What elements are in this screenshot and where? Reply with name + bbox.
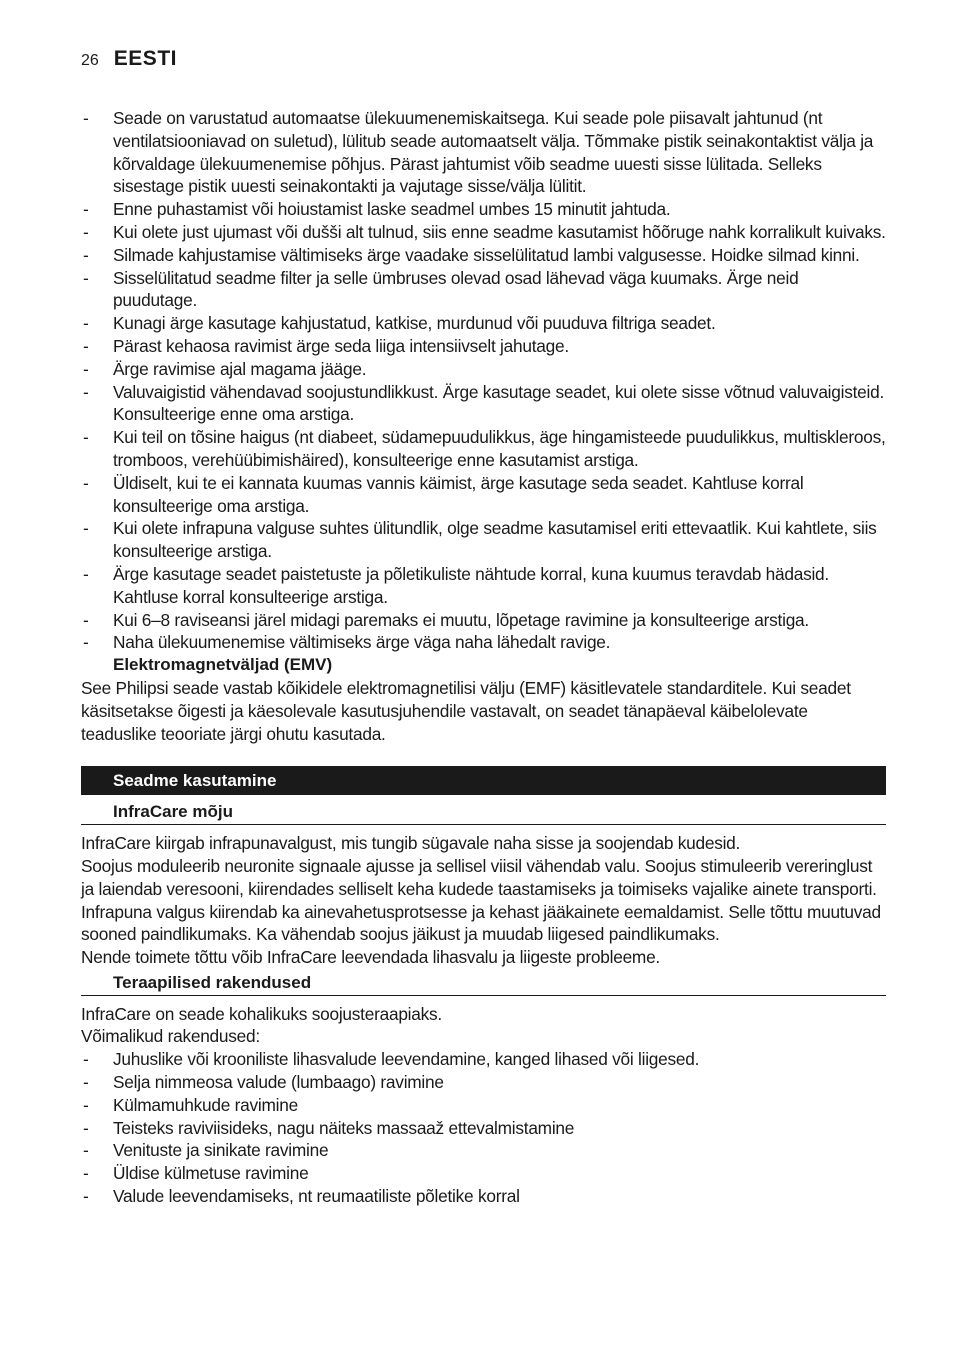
list-dash: -	[83, 518, 89, 539]
list-dash: -	[83, 1117, 89, 1138]
page-number: 26	[81, 52, 99, 69]
list-dash: -	[83, 1094, 89, 1115]
list-item-text: Enne puhastamist või hoiustamist laske seadmel umbes 15 minutit jahtuda.	[113, 199, 671, 220]
list-dash: -	[83, 313, 89, 334]
therapeutic-intro: InfraCare on seade kohalikuks soojusteraapiaks.	[81, 1003, 442, 1024]
list-item-text: Juhuslike või krooniliste lihasvalude leevendamine, kanged lihased või liigesed.	[113, 1049, 700, 1070]
list-item	[81, 1185, 886, 1208]
list-item	[81, 609, 886, 632]
effect-heading: InfraCare mõju	[81, 801, 886, 825]
list-item-text: Naha ülekuumenemise vältimiseks ärge väga naha lähedalt ravige.	[113, 632, 611, 653]
list-item	[81, 267, 886, 313]
list-item-text: Ärge kasutage seadet paistetuste ja põletikuliste nähtude korral, kuna kuumus teravdab hädasid. Kahtluse korral konsulteerige arstiga.	[113, 563, 829, 607]
list-item-text: Kui olete just ujumast või dušši alt tulnud, siis enne seadme kasutamist hõõruge nahk korralikult kuivaks.	[113, 221, 886, 242]
applications-list	[81, 1048, 886, 1208]
list-item-text: Kunagi ärge kasutage kahjustatud, katkise, murdunud või puuduva filtriga seadet.	[113, 313, 716, 334]
list-item-text: Selja nimmeosa valude (lumbaago) ravimine	[113, 1072, 444, 1093]
list-item	[81, 1094, 886, 1117]
list-item	[81, 381, 886, 427]
list-dash: -	[83, 1140, 89, 1161]
list-item	[81, 244, 886, 267]
list-item-text: Kui teil on tõsine haigus (nt diabeet, südamepuudulikkus, äge hingamisteede puudulikkus, multiskleroos, tromboos, verehüübimishäired), konsulteerige enne kasutamist arstiga.	[113, 427, 886, 470]
emf-paragraph: See Philipsi seade vastab kõikidele elektromagnetilisi välju (EMF) käsitlevatele standarditele. Kui seadet käsitsetakse õigesti ja käesolevale kasutusjuhendile vastavalt, on seadet tänapäeval käibelolevate teaduslike teooriate järgi ohutu kasutada.	[81, 677, 851, 744]
list-dash: -	[83, 563, 89, 584]
list-dash: -	[83, 221, 89, 242]
list-dash: -	[83, 267, 89, 288]
language-title: EESTI	[113, 47, 177, 70]
list-item-text: Silmade kahjustamise vältimiseks ärge vaadake sisselülitatud lambi valgusesse. Hoidke silmad kinni.	[113, 244, 860, 265]
list-dash: -	[83, 108, 89, 128]
list-dash: -	[83, 358, 89, 379]
list-item	[81, 358, 886, 381]
list-dash: -	[83, 199, 89, 220]
list-item-text: Teisteks raviviisideks, nagu näiteks massaaž ettevalmistamine	[113, 1117, 575, 1138]
list-item-text: Üldise külmetuse ravimine	[113, 1163, 309, 1184]
page-header	[81, 47, 177, 75]
list-item-text: Venituste ja sinikate ravimine	[113, 1140, 329, 1161]
list-item	[81, 1048, 886, 1071]
list-dash: -	[83, 609, 89, 630]
list-item-text: Külmamuhkude ravimine	[113, 1094, 298, 1115]
list-dash: -	[83, 1163, 89, 1184]
list-dash: -	[83, 244, 89, 265]
list-dash: -	[83, 472, 89, 493]
list-item-text: Valude leevendamiseks, nt reumaatiliste põletike korral	[113, 1186, 520, 1207]
list-item	[81, 1071, 886, 1094]
list-item	[81, 312, 886, 335]
list-item-text: Pärast kehaosa ravimist ärge seda liiga intensiivselt jahutage.	[113, 335, 569, 356]
list-item-text: Valuvaigistid vähendavad soojustundlikkust. Ärge kasutage seadet, kui olete sisse võtnud valuvaigisteid. Konsulteerige enne oma arstiga.	[113, 381, 885, 425]
list-item	[81, 1117, 886, 1140]
list-item	[81, 426, 886, 472]
list-item-text: Sisselülitatud seadme filter ja selle ümbruses olevad osad lähevad väga kuumaks. Ärge neid puudutage.	[113, 267, 799, 311]
effect-paragraph: Soojus moduleerib neuronite signaale ajusse ja sellisel viisil vähendab valu. Soojus stimuleerib vereringlust ja laiendab veresooni, kiirendades selliselt keha kudede taastamiseks ja toimiseks vajalike ainete transporti. Infrapuna valgus kiirendab ka ainevahetusprotsesse ja kehast jääkainete eemaldamist. Selle tõttu muutuvad sooned paindlikumaks. Ka vähendab soojus jäikust ja muudab liigesed paindlikumaks.	[81, 855, 881, 945]
list-dash: -	[83, 1049, 89, 1070]
list-item	[81, 631, 886, 654]
list-item	[81, 563, 886, 609]
list-item-text: Seade on varustatud automaatse ülekuumenemiskaitsega. Kui seade pole piisavalt jahtunud (nt ventilatsiooniavad on suletud), lülitub seade automaatselt välja. Tõmmake pistik seinakontaktist välja ja kõrvaldage ülekuumenemise põhjus. Pärast jahtumist võib seadme uuesti sisse lülitada. Selleks sisestage pistik uuesti seinakontakti ja vajutage sisse/välja lülitit.	[113, 108, 874, 197]
list-item	[81, 107, 886, 198]
list-dash: -	[83, 335, 89, 356]
list-item	[81, 221, 886, 244]
list-dash: -	[83, 427, 89, 448]
effect-paragraph: InfraCare kiirgab infrapunavalgust, mis tungib sügavale naha sisse ja soojendab kudesid.	[81, 833, 741, 854]
list-dash: -	[83, 1072, 89, 1093]
list-dash: -	[83, 381, 89, 402]
list-dash: -	[83, 632, 89, 653]
list-item	[81, 198, 886, 221]
list-item-text: Üldiselt, kui te ei kannata kuumas vannis käimist, ärge kasutage seda seadet. Kahtluse korral konsulteerige oma arstiga.	[113, 472, 804, 516]
list-item	[81, 335, 886, 358]
list-item	[81, 472, 886, 518]
list-item-text: Ärge ravimise ajal magama jääge.	[113, 358, 367, 379]
therapeutic-list-label: Võimalikud rakendused:	[81, 1026, 260, 1047]
emf-heading: Elektromagnetväljad (EMV)	[113, 655, 333, 675]
list-item	[81, 517, 886, 563]
therapeutic-heading: Teraapilised rakendused	[81, 972, 886, 996]
list-item-text: Kui olete infrapuna valguse suhtes ülitundlik, olge seadme kasutamisel eriti ettevaatlik. Kui kahtlete, siis konsulteerige arstiga.	[113, 518, 877, 562]
effect-paragraph: Nende toimete tõttu võib InfraCare leevendada lihasvalu ja liigeste probleeme.	[81, 947, 660, 968]
section-title-bar: Seadme kasutamine	[81, 766, 886, 795]
page-content	[81, 107, 886, 1208]
warnings-list	[81, 107, 886, 654]
list-dash: -	[83, 1186, 89, 1207]
list-item	[81, 1162, 886, 1185]
list-item	[81, 1139, 886, 1162]
list-item-text: Kui 6–8 raviseansi järel midagi paremaks ei muutu, lõpetage ravimine ja konsulteerige arstiga.	[113, 609, 809, 630]
